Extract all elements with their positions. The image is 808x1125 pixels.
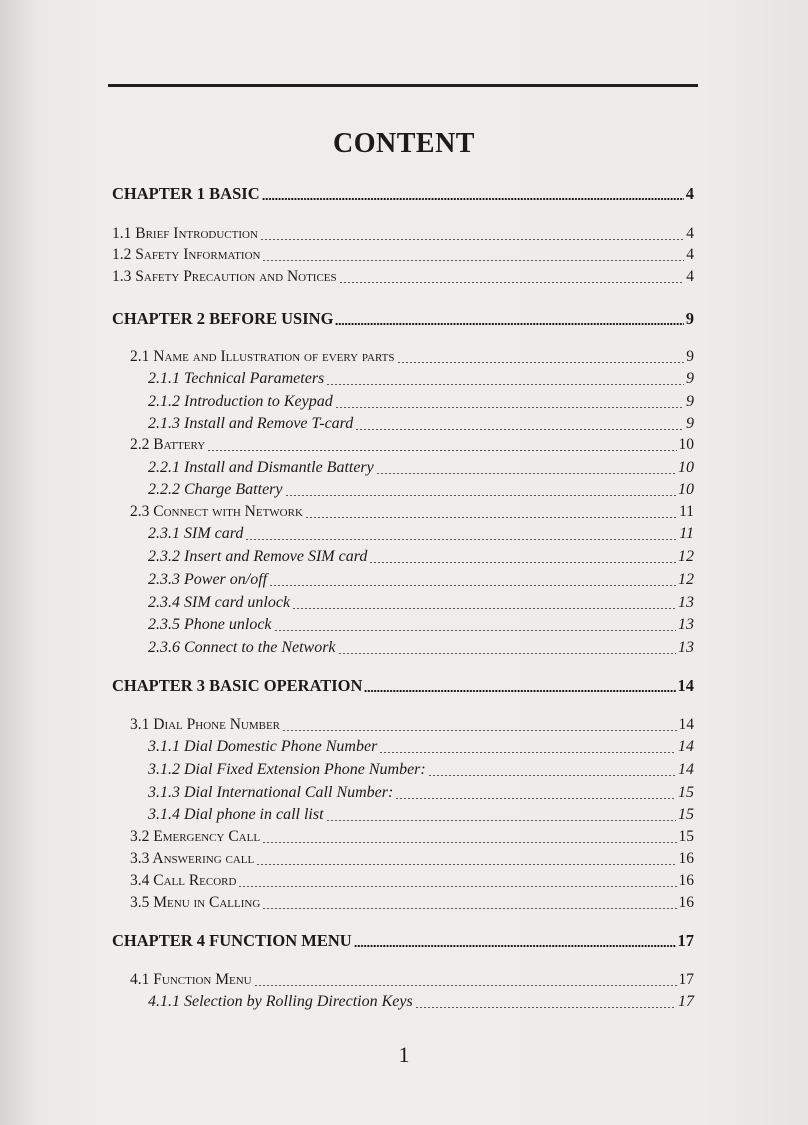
toc-entry-page: 11	[679, 503, 694, 520]
toc-entry-label: 3.1 Dial Phone Number	[130, 716, 281, 733]
toc-entry-page: 15	[678, 784, 694, 801]
toc-entry-page: 16	[678, 872, 694, 889]
toc-entry-sec	[130, 345, 694, 369]
toc-entry-sub	[148, 367, 694, 391]
toc-entry-sub	[148, 568, 694, 592]
toc-entry-sub	[148, 522, 694, 546]
dot-leader	[256, 864, 676, 865]
toc-entry-chapter	[112, 929, 694, 953]
dot-leader	[282, 730, 676, 731]
toc-entry-label: 2.3.5 Phone unlock	[148, 616, 272, 633]
page-number: 1	[398, 1042, 410, 1067]
toc-entry-label: 3.3 Answering call	[130, 850, 255, 867]
toc-entry-label: 3.4 Call Record	[130, 872, 237, 889]
toc-entry-sec1	[112, 265, 694, 289]
dot-leader	[379, 752, 676, 753]
toc-entry-chapter	[112, 182, 694, 206]
toc-entry-sub	[148, 591, 694, 615]
toc-entry-label: 4.1 Function Menu	[130, 971, 252, 988]
toc-entry-page: 9	[686, 370, 694, 387]
dot-leader	[292, 608, 676, 609]
toc-entry-page: 17	[678, 993, 694, 1010]
dot-leader	[274, 630, 676, 631]
toc-entry-page: 10	[678, 459, 694, 476]
toc-entry-sec	[130, 847, 694, 871]
dot-leader	[338, 653, 676, 654]
toc-entry-page: 17	[678, 971, 694, 988]
toc-entry-page: 9	[686, 393, 694, 410]
toc-entry-sub	[148, 758, 694, 782]
toc-entry-page: 16	[678, 894, 694, 911]
toc-entry-label: 2.3.6 Connect to the Network	[148, 639, 336, 656]
toc-entry-label: 3.2 Emergency Call	[130, 828, 261, 845]
dot-leader	[376, 473, 676, 474]
toc-entry-page: 13	[678, 639, 694, 656]
toc-entry-label: CHAPTER 4 FUNCTION MENU	[112, 931, 352, 950]
toc-entry-page: 14	[677, 676, 694, 695]
toc-entry-chapter	[112, 674, 694, 698]
dot-leader	[369, 562, 676, 563]
toc-entry-sec	[130, 713, 694, 737]
dot-leader	[238, 886, 676, 887]
toc-entry-page: 14	[678, 738, 694, 755]
toc-entry-label: 3.5 Menu in Calling	[130, 894, 261, 911]
toc-entry-label: 2.2.2 Charge Battery	[148, 481, 283, 498]
toc-entry-sub	[148, 990, 694, 1014]
dot-leader	[355, 429, 684, 430]
toc-entry-sub	[148, 456, 694, 480]
toc-entry-sub	[148, 636, 694, 660]
toc-entry-label: CHAPTER 2 BEFORE USING	[112, 309, 334, 328]
toc-entry-sub	[148, 781, 694, 805]
dot-leader	[285, 495, 677, 496]
toc-entry-sub	[148, 478, 694, 502]
dot-leader	[339, 282, 685, 283]
dot-leader	[305, 517, 677, 518]
toc-entry-sec	[130, 869, 694, 893]
toc-entry-page: 13	[678, 594, 694, 611]
toc-entry-label: 2.3.1 SIM card	[148, 525, 244, 542]
dot-leader	[262, 260, 684, 261]
toc-entry-label: 4.1.1 Selection by Rolling Direction Keys	[148, 993, 413, 1010]
dot-leader	[254, 985, 677, 986]
toc-entry-label: 2.1.3 Install and Remove T-card	[148, 415, 354, 432]
toc-entry-sub	[148, 735, 694, 759]
toc-entry-label: 2.1.1 Technical Parameters	[148, 370, 325, 387]
toc-entry-label: 2.3 Connect with Network	[130, 503, 303, 520]
toc-entry-sec	[130, 433, 694, 457]
toc-entry-page: 16	[678, 850, 694, 867]
toc-entry-label: 2.3.4 SIM card unlock	[148, 594, 291, 611]
toc-entry-label: CHAPTER 1 BASIC	[112, 184, 260, 203]
dot-leader	[397, 362, 685, 363]
dot-leader	[260, 239, 684, 240]
toc-entry-sec1	[112, 243, 694, 267]
toc-entry-page: 15	[678, 828, 694, 845]
dot-leader	[354, 945, 676, 947]
toc-entry-page: 9	[686, 348, 694, 365]
toc-entry-label: 3.1.3 Dial International Call Number:	[148, 784, 394, 801]
dot-leader	[262, 842, 676, 843]
toc-entry-sub	[148, 613, 694, 637]
toc-entry-label: 2.3.2 Insert and Remove SIM card	[148, 548, 368, 565]
toc-entry-page: 14	[678, 716, 694, 733]
toc-entry-page: 13	[678, 616, 694, 633]
toc-entry-page: 14	[678, 761, 694, 778]
toc-entry-sec	[130, 891, 694, 915]
toc-entry-page: 12	[678, 571, 694, 588]
dot-leader	[364, 690, 675, 692]
toc-entry-label: 2.2 Battery	[130, 436, 206, 453]
toc-entry-label: 1.3 Safety Precaution and Notices	[112, 268, 337, 285]
toc-entry-label: 3.1.4 Dial phone in call list	[148, 806, 324, 823]
toc-entry-sec	[130, 825, 694, 849]
toc-entry-label: 2.2.1 Install and Dismantle Battery	[148, 459, 374, 476]
dot-leader	[326, 384, 684, 385]
toc-entry-page: 4	[686, 225, 694, 242]
header-rule	[108, 84, 698, 87]
toc-entry-page: 4	[686, 246, 694, 263]
dot-leader	[428, 775, 676, 776]
toc-entry-page: 10	[678, 481, 694, 498]
dot-leader	[262, 908, 676, 909]
toc-entry-label: 1.1 Brief Introduction	[112, 225, 258, 242]
toc-entry-label: 2.1.2 Introduction to Keypad	[148, 393, 333, 410]
page-title: CONTENT	[333, 128, 475, 159]
toc-entry-page: 10	[678, 436, 694, 453]
dot-leader	[415, 1007, 676, 1008]
dot-leader	[207, 450, 676, 451]
toc-entry-sec	[130, 500, 694, 524]
toc-entry-label: 2.3.3 Power on/off	[148, 571, 268, 588]
toc-entry-sub	[148, 390, 694, 414]
toc-entry-page: 17	[677, 931, 694, 950]
dot-leader	[245, 539, 677, 540]
toc-entry-label: 3.1.2 Dial Fixed Extension Phone Number:	[148, 761, 426, 778]
toc-entry-sub	[148, 545, 694, 569]
toc-entry-page: 4	[685, 184, 694, 203]
dot-leader	[269, 585, 676, 586]
dot-leader	[262, 198, 684, 200]
toc-entry-label: 1.2 Safety Information	[112, 246, 261, 263]
toc-entry-page: 15	[678, 806, 694, 823]
toc-entry-page: 9	[685, 309, 694, 328]
dot-leader	[335, 407, 684, 408]
toc-entry-label: CHAPTER 3 BASIC OPERATION	[112, 676, 363, 695]
toc-entry-page: 11	[679, 525, 694, 542]
toc-entry-chapter	[112, 307, 694, 331]
toc-entry-page: 12	[678, 548, 694, 565]
dot-leader	[326, 820, 676, 821]
toc-entry-page: 9	[686, 415, 694, 432]
toc-entry-label: 2.1 Name and Illustration of every parts	[130, 348, 395, 365]
dot-leader	[335, 323, 683, 325]
toc-entry-sub	[148, 803, 694, 827]
toc-entry-page: 4	[686, 268, 694, 285]
toc-entry-sec	[130, 968, 694, 992]
toc-entry-label: 3.1.1 Dial Domestic Phone Number	[148, 738, 378, 755]
dot-leader	[395, 798, 676, 799]
